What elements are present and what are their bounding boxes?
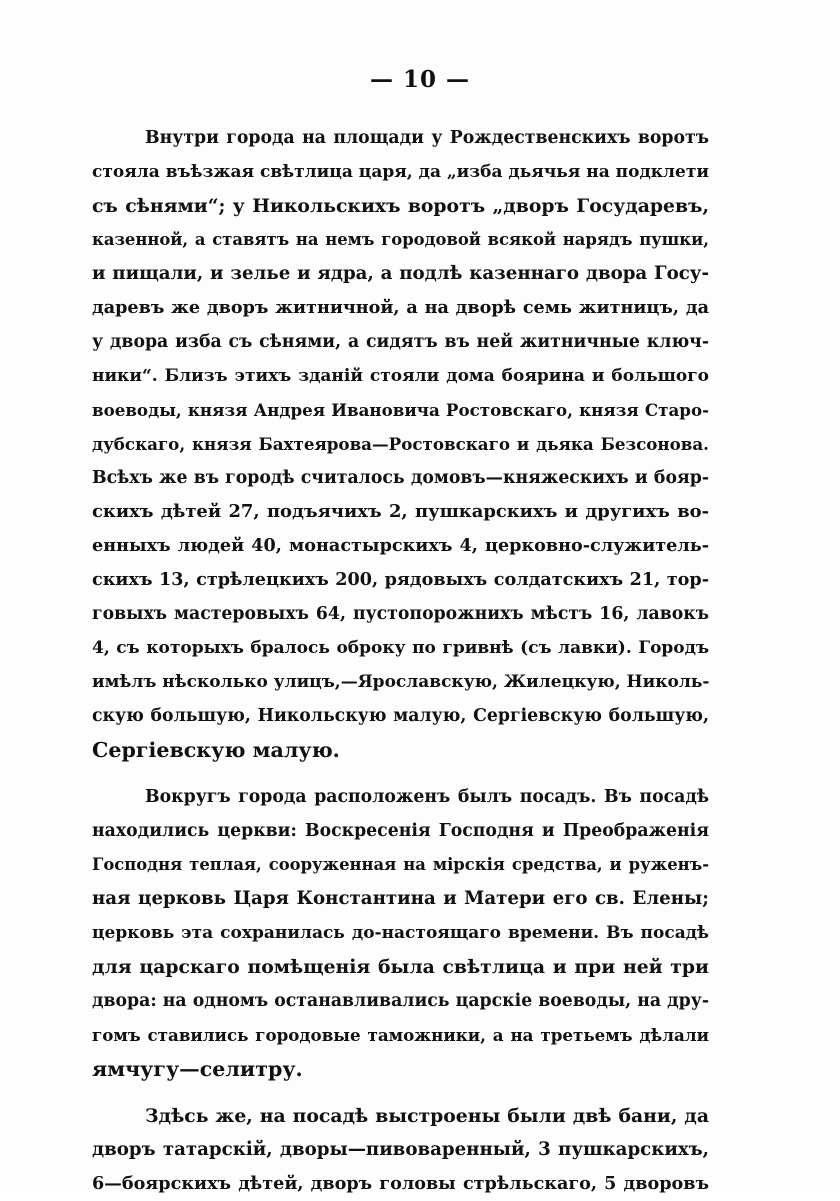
- text-line: дубскаго, князя Бахтеярова—Ростовскаго и дьяка Безсонова.: [92, 434, 709, 454]
- text-line: Всѣхъ же въ городѣ считалось домовъ—княжескихъ и бояр-: [92, 468, 709, 488]
- text-line: ная церковь Царя Константина и Матери его св. Елены;: [92, 888, 709, 909]
- text-line: стояла въѣзжая свѣтлица царя, да „изба дьячья на подклети: [92, 162, 709, 182]
- text-line: имѣлъ нѣсколько улицъ,—Ярославскую, Жилецкую, Николь-: [92, 672, 710, 692]
- text-line: съ сѣнями“; у Никольскихъ воротъ „дворъ Государевъ,: [92, 195, 709, 217]
- text-line: гомъ ставились городовые таможники, а на третьемъ дѣлали: [92, 1025, 709, 1045]
- text-line: даревъ же дворъ житничной, а на дворѣ семь житницъ, да: [92, 297, 709, 318]
- text-line: церковь эта сохранилась до-настоящаго времени. Въ посадѣ: [92, 923, 709, 943]
- text-line: ники“. Близъ этихъ зданій стояли дома боярина и большого: [92, 366, 709, 386]
- text-line: находились церкви: Воскресенія Господня и Преображенія: [92, 821, 709, 841]
- paragraph-gap: [92, 767, 709, 780]
- paragraph: [92, 121, 709, 767]
- text-line: скую большую, Никольскую малую, Сергіевскую большую,: [92, 706, 709, 726]
- text-line: 4, съ которыхъ бралось оброку по гривнѣ (съ лавки). Городъ: [92, 638, 709, 658]
- text-line: казенной, а ставятъ на немъ городовой всякой нарядъ пушки,: [92, 230, 709, 249]
- text-line: у двора изба съ сѣнями, а сидятъ въ ней житничные ключ-: [92, 332, 709, 352]
- paragraph: [92, 780, 709, 1086]
- text-line: Господня теплая, сооруженная на мірскія средства, и руженъ-: [92, 855, 709, 874]
- paragraph-gap: [92, 1086, 709, 1099]
- page-number: — 10 —: [369, 66, 471, 93]
- text-line: и пищали, и зелье и ядра, а подлѣ казеннаго двора Госу-: [92, 263, 709, 284]
- text-line: енныхъ людей 40, монастырскихъ 4, церковно-служитель-: [92, 535, 709, 556]
- text-line: Внутри города на площади у Рождественскихъ воротъ: [145, 128, 709, 148]
- body-text: [92, 121, 709, 1201]
- text-line: дворъ татарскій, дворы—пивоваренный, 3 пушкарскихъ,: [92, 1139, 709, 1160]
- text-line: Вокругъ города расположенъ былъ посадъ. Въ посадѣ: [145, 787, 709, 807]
- paragraph: [92, 1099, 709, 1201]
- text-line: двора: на одномъ останавливались царскіе воеводы, на дру-: [92, 991, 709, 1011]
- text-line: ямчугу—селитру.: [92, 1057, 303, 1081]
- text-line: для царскаго помѣщенія была свѣтлица и при ней три: [92, 956, 709, 978]
- text-line: скихъ дѣтей 27, подъячихъ 2, пушкарскихъ и другихъ во-: [92, 501, 709, 522]
- text-line: 6—боярскихъ дѣтей, дворъ головы стрѣльскаго, 5 дворовъ: [92, 1173, 709, 1194]
- text-line: Здѣсь же, на посадѣ выстроены были двѣ бани, да: [145, 1105, 709, 1127]
- text-line: скихъ 13, стрѣлецкихъ 200, рядовыхъ солдатскихъ 21, тор-: [92, 569, 709, 590]
- text-line: говыхъ мастеровыхъ 64, пустопорожнихъ мѣстъ 16, лавокъ: [92, 604, 709, 624]
- text-line: Сергіевскую малую.: [92, 738, 340, 762]
- text-line: воеводы, князя Андрея Ивановича Ростовскаго, князя Старо-: [92, 400, 709, 420]
